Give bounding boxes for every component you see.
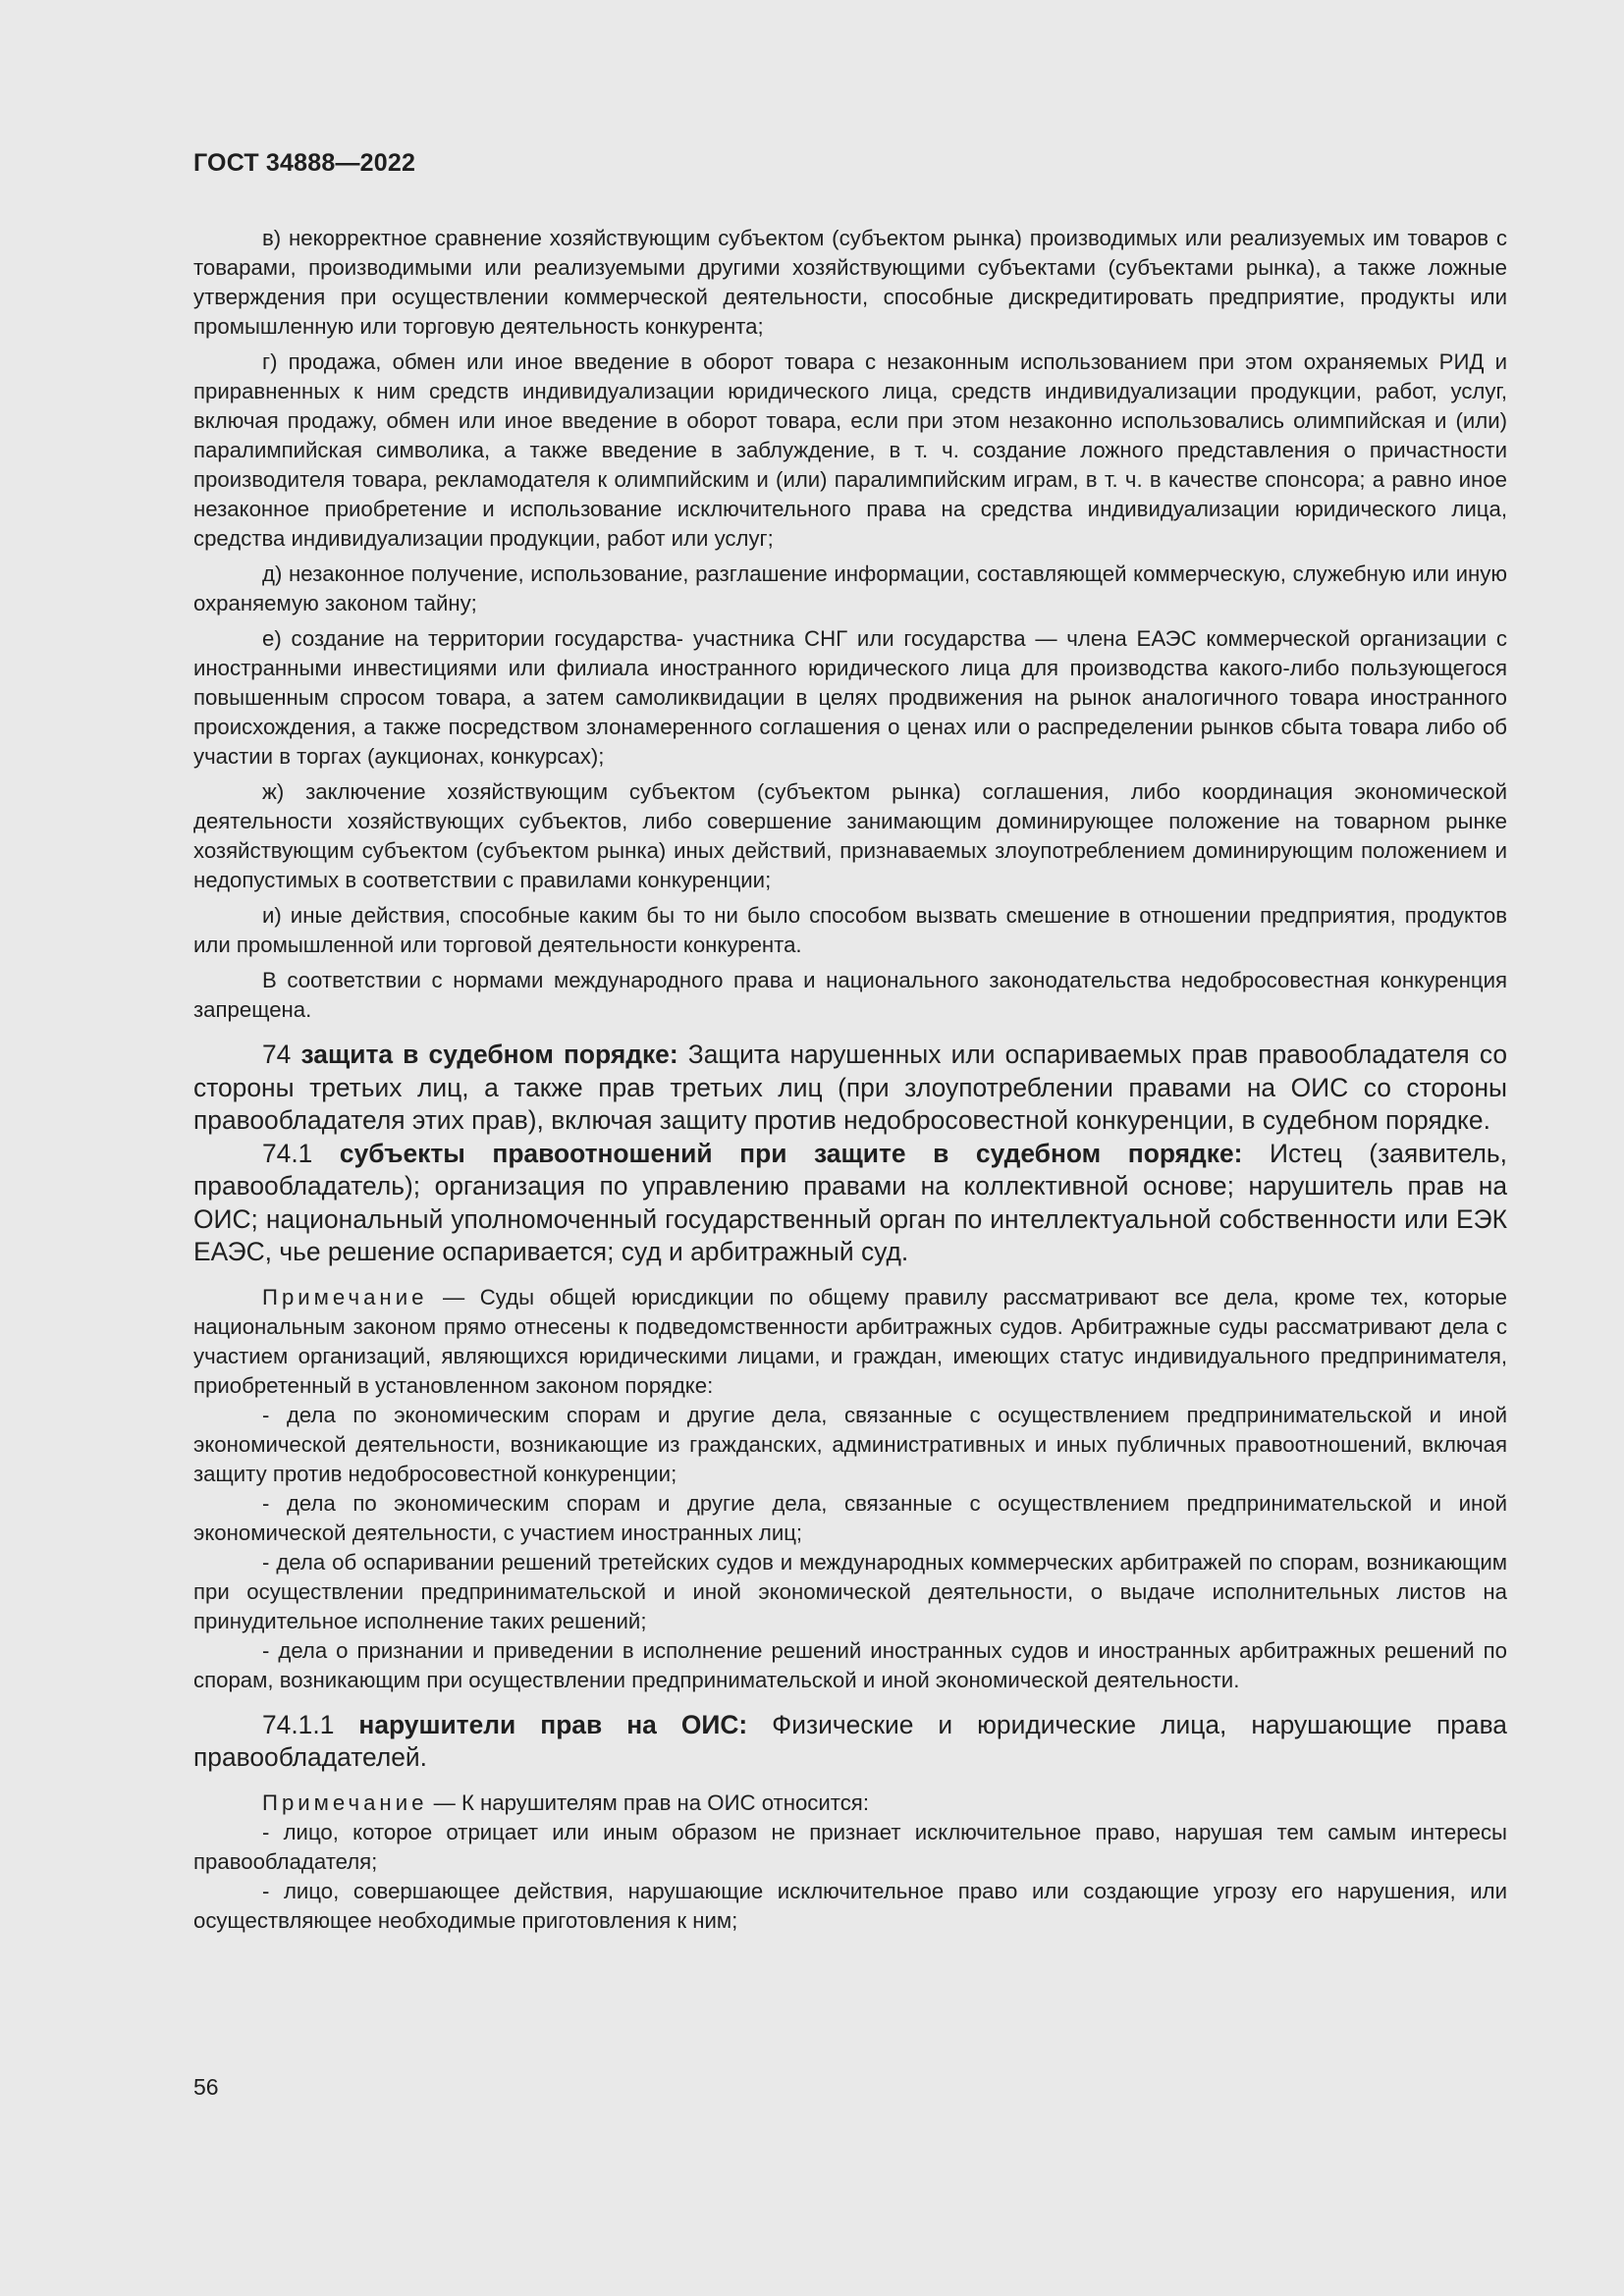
term-definition: Защита нарушенных или оспариваемых прав правообладателя со стороны третьих лиц, а также прав третьих лиц (при злоупотреблении правами на ОИС со стороны правообладателя этих прав), включая защиту против недобросовестной конкуренции, в судебном порядке. <box>193 1040 1508 1135</box>
prohibition-paragraph: В соответствии с нормами международного права и национального законодательства недобросовестная конкуренция запрещена. <box>193 968 1507 1022</box>
list-item-d: д) незаконное получение, использование, разглашение информации, составляющей коммерческую, служебную или иную охраняемую законом тайну; <box>193 561 1507 615</box>
list-item-zh: ж) заключение хозяйствующим субъектом (субъектом рынка) соглашения, либо координация экономической деятельности хозяйствующих субъектов, либо совершение занимающим доминирующее положение на товарном рынке хозяйствующим субъектом (субъектом рынка) иных действий, признаваемых злоупотреблением доминирующим положением и недопустимых в соответствии с правилами конкуренции; <box>193 779 1507 892</box>
term-74-1-entry <box>193 1138 1507 1269</box>
document-body <box>193 224 1507 1936</box>
term-title: субъекты правоотношений при защите в судебном порядке: <box>339 1138 1243 1168</box>
term-74-1-1-entry <box>193 1709 1507 1775</box>
note-2-bullet: - лицо, совершающее действия, нарушающие исключительное право или создающие угрозу его нарушения, или осуществляющее необходимые приготовления к ним; <box>193 1878 1507 1933</box>
note-label: Примечание <box>262 1789 428 1815</box>
list-item-e: е) создание на территории государства- участника СНГ или государства — члена ЕАЭС коммерческой организации с иностранными инвестициями или филиала иностранного юридического лица для производства какого-либо пользующегося повышенным спросом товара, а затем самоликвидации в целях продвижения на рынок аналогичного товара иностранного происхождения, а также посредством злонамеренного соглашения о ценах или о распределении рынков сбыта товара либо об участии в торгах (аукционах, конкурсах); <box>193 626 1507 769</box>
list-item-g: г) продажа, обмен или иное введение в оборот товара с незаконным использованием при этом охраняемых РИД и приравненных к ним средств индивидуализации юридического лица, средств индивидуализации продукции, работ, услуг, включая продажу, обмен или иное введение в оборот товара, если при этом незаконно использовались олимпийская и (или) паралимпийская символика, а также введение в заблуждение, в т. ч. создание ложного представления о причастности производителя товара, рекламодателя к олимпийским и (или) паралимпийским играм, в т. ч. в качестве спонсора; а равно иное незаконное приобретение и использование исключительного права на средства индивидуализации юридического лица, средства индивидуализации продукции, работ или услуг; <box>193 349 1507 551</box>
note-text: — К нарушителям прав на ОИС относится: <box>427 1789 869 1815</box>
term-definition: Истец (заявитель, правообладатель); организация по управлению правами на коллективной основе; нарушитель прав на ОИС; национальный уполномоченный государственный орган по интеллектуальной собственности или ЕЭК ЕАЭС, чье решение оспаривается; суд и арбитражный суд. <box>193 1138 1507 1266</box>
note-2-bullet: - лицо, которое отрицает или иным образом не признает исключительное право, нарушая тем самым интересы правообладателя; <box>193 1819 1507 1874</box>
note-1-bullet: - дела о признании и приведении в исполнение решений иностранных судов и иностранных арбитражных решений по спорам, возникающим при осуществлении предпринимательской и иной экономической деятельности. <box>193 1637 1507 1692</box>
document-header: ГОСТ 34888—2022 <box>193 149 416 177</box>
list-item-i: и) иные действия, способные каким бы то ни было способом вызвать смешение в отношении предприятия, продуктов или промышленной или торговой деятельности конкурента. <box>193 903 1507 957</box>
note-label: Примечание <box>262 1284 428 1309</box>
note-2 <box>193 1789 1507 1818</box>
list-item-v: в) некорректное сравнение хозяйствующим субъектом (субъектом рынка) производимых или реализуемых им товаров с товарами, производимыми или реализуемыми другими хозяйствующими субъектами (субъектами рынка), а также ложные утверждения при осуществлении коммерческой деятельности, способные дискредитировать предприятие, продукты или промышленную или торговую деятельность конкурента; <box>193 226 1507 339</box>
term-number: 74.1.1 <box>262 1709 359 1739</box>
note-1-bullet: - дела по экономическим спорам и другие дела, связанные с осуществлением предпринимательской и иной экономической деятельности, возникающие из гражданских, административных и иных публичных правоотношений, включая защиту против недобросовестной конкуренции; <box>193 1402 1507 1486</box>
page-number: 56 <box>193 2074 219 2100</box>
term-number: 74 <box>262 1040 301 1069</box>
note-1-bullet: - дела об оспаривании решений третейских судов и международных коммерческих арбитражей по спорам, возникающим при осуществлении предпринимательской и иной экономической деятельности, о выдаче исполнительных листов на принудительное исполнение таких решений; <box>193 1549 1507 1633</box>
term-title: нарушители прав на ОИС: <box>358 1709 748 1739</box>
note-text: — Суды общей юрисдикции по общему правилу рассматривают все дела, кроме тех, которые национальным законом прямо отнесены к подведомственности арбитражных судов. Арбитражные суды рассматривают дела с участием организаций, являющихся юридическими лицами, и граждан, имеющих статус индивидуального предпринимателя, приобретенный в установленном законом порядке: <box>193 1284 1507 1398</box>
term-number: 74.1 <box>262 1138 340 1168</box>
term-definition: Физические и юридические лица, нарушающие права правообладателей. <box>193 1709 1507 1772</box>
note-1-bullet: - дела по экономическим спорам и другие дела, связанные с осуществлением предпринимательской и иной экономической деятельности, с участием иностранных лиц; <box>193 1490 1507 1545</box>
note-1 <box>193 1283 1507 1401</box>
term-title: защита в судебном порядке: <box>300 1040 678 1069</box>
term-74-entry <box>193 1039 1507 1138</box>
